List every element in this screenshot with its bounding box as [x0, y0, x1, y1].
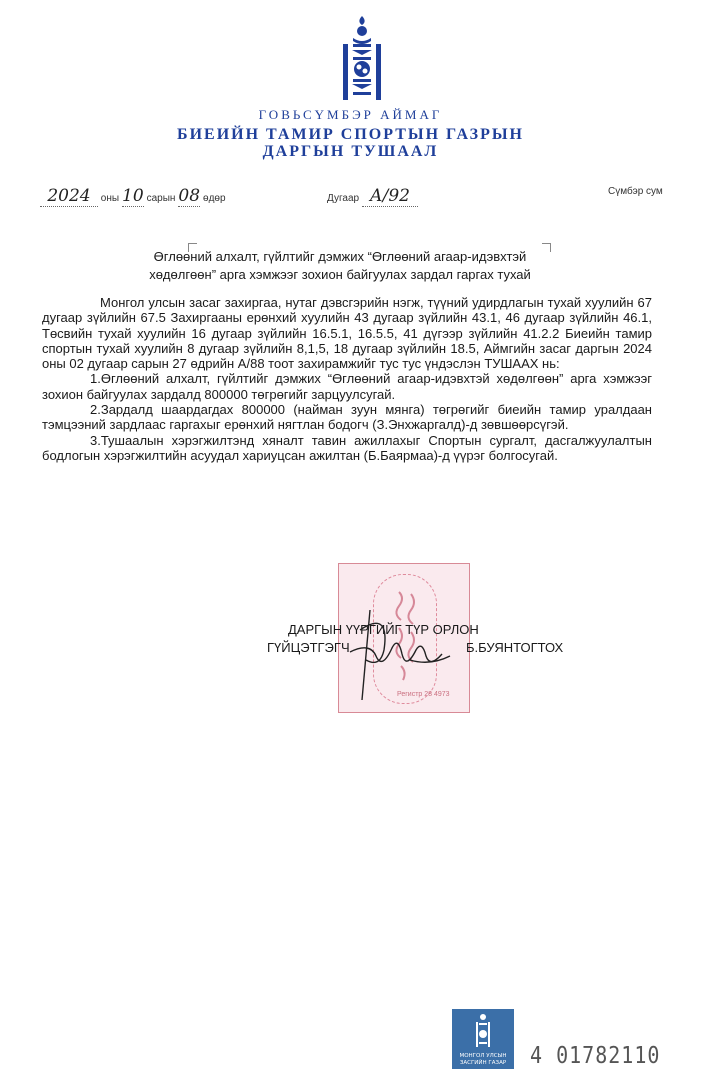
government-logo-box [452, 1009, 514, 1069]
organization-name: БИЕИЙН ТАМИР СПОРТЫН ГАЗРЫН [177, 126, 524, 143]
date-year-suffix: оны [100, 193, 120, 204]
date-year: 2024 [40, 186, 98, 207]
gov-text-line-1: МОНГОЛ УЛСЫН [459, 1053, 507, 1059]
body-preamble: Монгол улсын засаг захиргаа, нутаг дэвсгэрийн нэгж, түүний удирдлагын тухай хуулийн 67 дугаар зүйлийн 67.5 Захиргааны ерөнхий хуулийн 43 дугаар зүйлийн 43.1, 46 дугаар зүйлийн 46.1, Төсвийн тухай хуулийн 16 дугаар зүйлийн 16.5.1, 16.5.5, 41 дүгээр зүйлийн 41.2.2 Биеийн тамир спортын тухай хуулийн 8 дугаар зүйлийн 8,1,5, 18 дугаар зүйлийн 18.5, Аймгийн засаг даргын 2024 оны 02 дугаар сарын 27 өдрийн А/88 тоот захирамжийг тус тус үндэслэн ТУШААХ нь: [42, 295, 652, 372]
date-line [40, 186, 226, 207]
gov-text-line-2: ЗАСГИЙН ГАЗАР [459, 1060, 507, 1066]
date-month-suffix: сарын [146, 193, 176, 204]
document-type: ДАРГЫН ТУШААЛ [262, 143, 439, 160]
signatory-name: Б.БУЯНТОГТОХ [466, 640, 564, 655]
stamp-text: Регистр 28 4973 [397, 691, 450, 698]
document-title [60, 248, 620, 284]
aimag-name: ГОВЬСҮМБЭР АЙМАГ [258, 107, 443, 122]
body-item-1: 1.Өглөөний алхалт, гүйлтийг дэмжих “Өглөөний агаар-идэвхтэй хөдөлгөөн” арга хэмжээг зохион байгуулах зардалд 800000 төгрөгийг зарцуулсугай. [42, 371, 652, 402]
handwritten-signature-icon [330, 590, 470, 710]
gov-soyombo-icon [475, 1013, 491, 1049]
body-item-3: 3.Тушаалын хэрэгжилтэнд хяналт тавин ажиллахыг Спортын сургалт, дасгалжуулалтын бодлогын хэрэгжилтийн асуудал хариуцсан ажилтан (Б.Баярмаа)-д үүрэг болгосугай. [42, 432, 652, 463]
signature-title-line-2: ГҮЙЦЭТГЭГЧ [267, 640, 350, 655]
document-body [42, 295, 652, 463]
date-month: 10 [122, 186, 144, 206]
document-number: А/92 [362, 186, 418, 207]
body-item-2: 2.Зардалд шаардагдах 800000 (найман зуун мянга) төгрөгийг биеийн тамир уралдаан тэмцээний зардлаас гаргахыг ерөнхий нягтлан бодогч (З.Энхжаргалд)-д зөвшөөрсүгэй. [42, 402, 652, 433]
date-day: 08 [178, 186, 201, 206]
title-line-2: хөдөлгөөн” арга хэмжээг зохион байгуулах зардал гаргах тухай [149, 267, 531, 282]
title-line-1: Өглөөний алхалт, гүйлтийг дэмжих “Өглөөний агаар-идэвхтэй [153, 249, 527, 264]
place-name: Сүмбэр сум [608, 186, 663, 197]
signature-title-line-1: ДАРГЫН ҮҮРГИЙГ ТҮР ОРЛОН [288, 622, 479, 637]
number-label: Дугаар [327, 193, 360, 204]
serial-number: 4 01782110 [530, 1041, 661, 1069]
number-line [327, 186, 418, 207]
date-day-suffix: өдөр [203, 193, 226, 204]
soyombo-emblem-icon [335, 14, 389, 106]
